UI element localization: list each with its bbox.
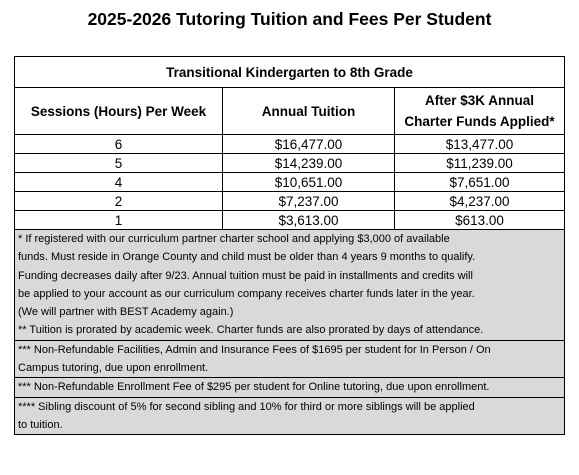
sessions-cell: 5 — [114, 155, 123, 171]
table-row — [15, 134, 564, 153]
enrollment-fee-note — [15, 377, 564, 396]
header-after-line1: After $3K Annual — [424, 93, 534, 108]
after-charter-cell: $13,477.00 — [394, 135, 564, 153]
table-row — [15, 210, 564, 229]
annual-tuition-cell: $16,477.00 — [222, 135, 394, 153]
annual-tuition-cell: $3,613.00 — [222, 211, 394, 229]
table-row — [15, 191, 564, 210]
after-charter-cell: $4,237.00 — [394, 192, 564, 210]
sessions-cell: 1 — [114, 212, 123, 228]
after-charter-cell: $7,651.00 — [394, 173, 564, 191]
annual-tuition-cell: $14,239.00 — [222, 154, 394, 172]
facilities-fee-note — [15, 340, 564, 378]
annual-tuition-cell: $7,237.00 — [222, 192, 394, 210]
grade-range-row — [15, 57, 564, 87]
header-annual-tuition: Annual Tuition — [222, 88, 394, 134]
tuition-table — [14, 56, 565, 435]
header-sessions: Sessions (Hours) Per Week — [30, 103, 207, 119]
sessions-cell: 2 — [114, 193, 123, 209]
sibling-discount-note-text: **** Sibling discount of 5% for second sibling and 10% for third or more siblings will be applied to tuition. — [18, 400, 475, 431]
grade-range-label: Transitional Kindergarten to 8th Grade — [166, 64, 413, 80]
charter-funds-note-text: * If registered with our curriculum partner charter school and applying $3,000 of available funds. Must reside in Orange County and child must be older than 4 years 9 months to qualify. Funding decreases daily after 9/23. Annual tuition must be paid in installments and credits will be applied to your account as our curriculum company receives charter funds later in the year. (We will partner with BEST Academy again.) ** Tuition is prorated by academic week. Charter funds are also prorated by days of attendance. — [18, 233, 484, 337]
sibling-discount-note — [15, 397, 564, 435]
after-charter-cell: $11,239.00 — [394, 154, 564, 172]
table-row — [15, 172, 564, 191]
table-header-row — [15, 87, 564, 134]
facilities-fee-note-text: *** Non-Refundable Facilities, Admin and Insurance Fees of $1695 per student for In Person / On Campus tutoring, due upon enrollment. — [18, 343, 491, 375]
after-charter-cell: $613.00 — [394, 211, 564, 229]
sessions-cell: 6 — [114, 136, 123, 152]
charter-funds-note — [15, 229, 564, 340]
table-row — [15, 153, 564, 172]
header-after-line2: Charter Funds Applied* — [404, 114, 555, 129]
annual-tuition-cell: $10,651.00 — [222, 173, 394, 191]
header-after-charter — [394, 88, 564, 134]
enrollment-fee-note-text: *** Non-Refundable Enrollment Fee of $295 per student for Online tutoring, due upon enrollment. — [18, 381, 490, 394]
sessions-cell: 4 — [114, 174, 123, 190]
page-title: 2025-2026 Tutoring Tuition and Fees Per Student — [87, 9, 492, 29]
